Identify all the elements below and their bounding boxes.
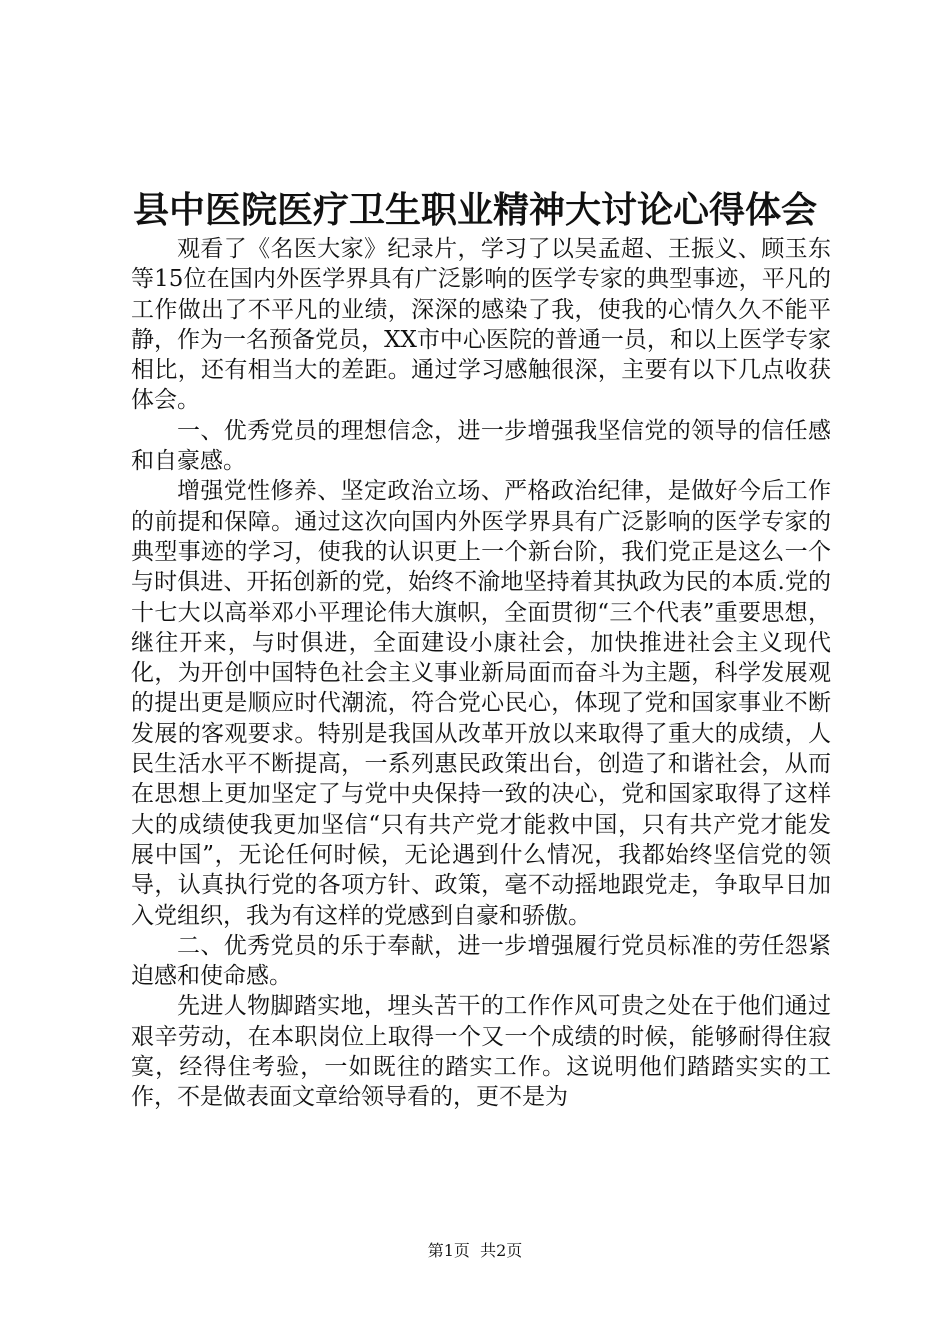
footer-separator (470, 1241, 480, 1260)
paragraph-heading-two: 二、优秀党员的乐于奉献，进一步增强履行党员标准的劳任怨紧迫感和使命感。 (131, 932, 831, 990)
page-number-current: 第1页 (427, 1241, 470, 1260)
page-number-total: 共2页 (480, 1241, 523, 1260)
paragraph-body-two: 先进人物脚踏实地，埋头苦干的工作作风可贵之处在于他们通过艰辛劳动，在本职岗位上取得一个又一个成绩的时候，能够耐得住寂寞，经得住考验，一如既往的踏实工作。这说明他们踏踏实实的工作，不是做表面文章给领导看的，更不是为 (131, 993, 831, 1111)
page-footer (0, 1240, 950, 1262)
document-body (131, 234, 831, 1113)
paragraph-body-one: 增强党性修养、坚定政治立场、严格政治纪律，是做好今后工作的前提和保障。通过这次向国内外医学界具有广泛影响的医学专家的典型事迹的学习，使我的认识更上一个新台阶，我们党正是这么一个与时俱进、开拓创新的党，始终不渝地坚持着其执政为民的本质.党的十七大以高举邓小平理论伟大旗帜，全面贯彻“三个代表”重要思想，继往开来，与时俱进，全面建设小康社会，加快推进社会主义现代化，为开创中国特色社会主义事业新局面而奋斗为主题，科学发展观的提出更是顺应时代潮流，符合党心民心，体现了党和国家事业不断发展的客观要求。特别是我国从改革开放以来取得了重大的成绩，人民生活水平不断提高，一系列惠民政策出台，创造了和谐社会，从而在思想上更加坚定了与党中央保持一致的决心，党和国家取得了这样大的成绩使我更加坚信“只有共产党才能救中国，只有共产党才能发展中国”，无论任何时候，无论遇到什么情况，我都始终坚信党的领导，认真执行党的各项方针、政策，毫不动摇地跟党走，争取早日加入党组织，我为有这样的党感到自豪和骄傲。 (131, 478, 831, 929)
document-title: 县中医院医疗卫生职业精神大讨论心得体会 (132, 190, 817, 231)
paragraph-heading-one: 一、优秀党员的理想信念，进一步增强我坚信党的领导的信任感和自豪感。 (131, 417, 831, 475)
paragraph-intro: 观看了《名医大家》纪录片，学习了以吴孟超、王振义、顾玉东等15位在国内外医学界具有广泛影响的医学专家的典型事迹，平凡的工作做出了不平凡的业绩，深深的感染了我，使我的心情久久不能平静，作为一名预备党员，XX市中心医院的普通一员，和以上医学专家相比，还有相当大的差距。通过学习感触很深，主要有以下几点收获体会。 (131, 236, 831, 414)
